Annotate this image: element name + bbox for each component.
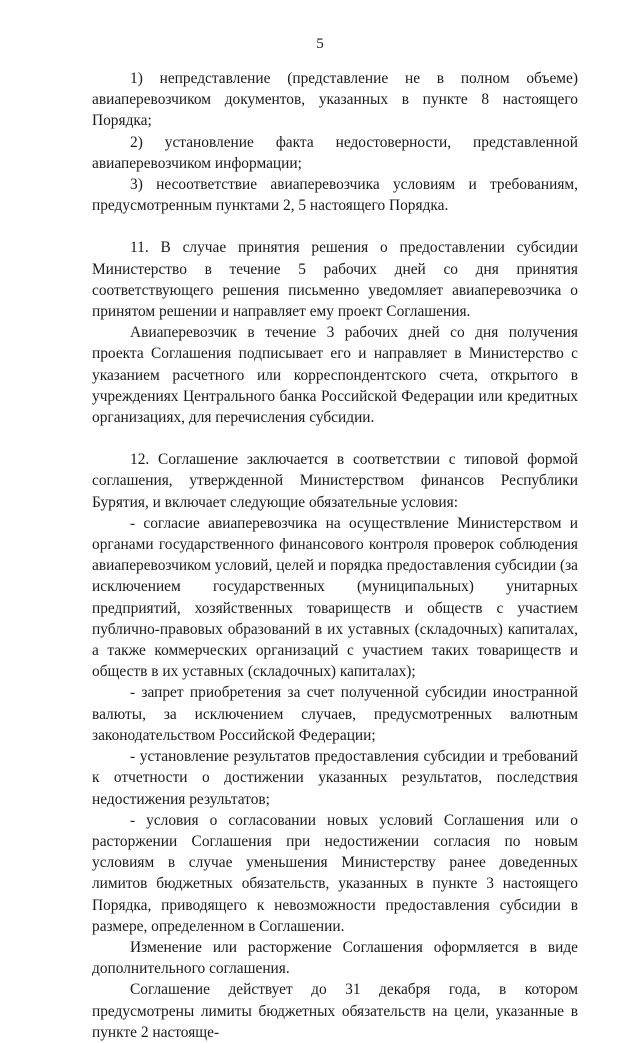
document-body	[92, 68, 578, 1043]
paragraph-condition-currency: - запрет приобретения за счет полученной субсидии иностранной валюты, за исключением случаев, предусмотренных валютным законодательством Российской Федерации;	[92, 684, 578, 744]
paragraph-item-2: 2) установление факта недостоверности, представленной авиаперевозчиком информации;	[92, 133, 578, 172]
paragraph-item-1: 1) непредставление (представление не в полном объеме) авиаперевозчиком документов, указанных в пункте 8 настоящего Порядка;	[92, 70, 578, 130]
paragraph-clause-11: 11. В случае принятия решения о предоставлении субсидии Министерство в течение 5 рабочих дней со дня принятия соответствующего решения письменно уведомляет авиаперевозчика о принятом решении и направляет ему проект Соглашения.	[92, 239, 578, 321]
paragraph-condition-audit: - согласие авиаперевозчика на осуществление Министерством и органами государственного финансового контроля проверок соблюдения авиаперевозчиком условий, целей и порядка предоставления субсидии (за исключением государственных (муниципальных) унитарных предприятий, хозяйственных товариществ и обществ с участием публично-правовых образований в их уставных (складочных) капиталах, а также коммерческих организаций с участием таких товариществ и обществ в их уставных (складочных) капиталах);	[92, 514, 578, 681]
paragraph-item-3: 3) несоответствие авиаперевозчика условиям и требованиям, предусмотренным пунктами 2, 5 настоящего Порядка.	[92, 176, 578, 215]
paragraph-condition-results: - установление результатов предоставления субсидии и требований к отчетности о достижении указанных результатов, последствия недостижения результатов;	[92, 748, 578, 808]
paragraph-condition-termination: - условия о согласовании новых условий Соглашения или о расторжении Соглашения при недостижении согласия по новым условиям в случае уменьшения Министерству ранее доведенных лимитов бюджетных обязательств, указанных в пункте 3 настоящего Порядка, приводящего к невозможности предоставления субсидии в размере, определенном в Соглашении.	[92, 811, 578, 935]
paragraph-clause-11-signing: Авиаперевозчик в течение 3 рабочих дней со дня получения проекта Соглашения подписывает его и направляет в Министерство с указанием расчетного или корреспондентского счета, открытого в учреждениях Центрального банка Российской Федерации или кредитных организациях, для перечисления субсидии.	[92, 324, 578, 427]
paragraph-amendment: Изменение или расторжение Соглашения оформляется в виде дополнительного соглашения.	[92, 938, 578, 978]
page-number: 5	[316, 36, 324, 52]
paragraph-clause-12: 12. Соглашение заключается в соответствии с типовой формой соглашения, утвержденной Министерством финансов Республики Бурятия, и включает следующие обязательные условия:	[92, 451, 578, 511]
paragraph-validity: Соглашение действует до 31 декабря года, в котором предусмотрены лимиты бюджетных обязательств на цели, указанные в пункте 2 настояще-	[92, 981, 578, 1041]
